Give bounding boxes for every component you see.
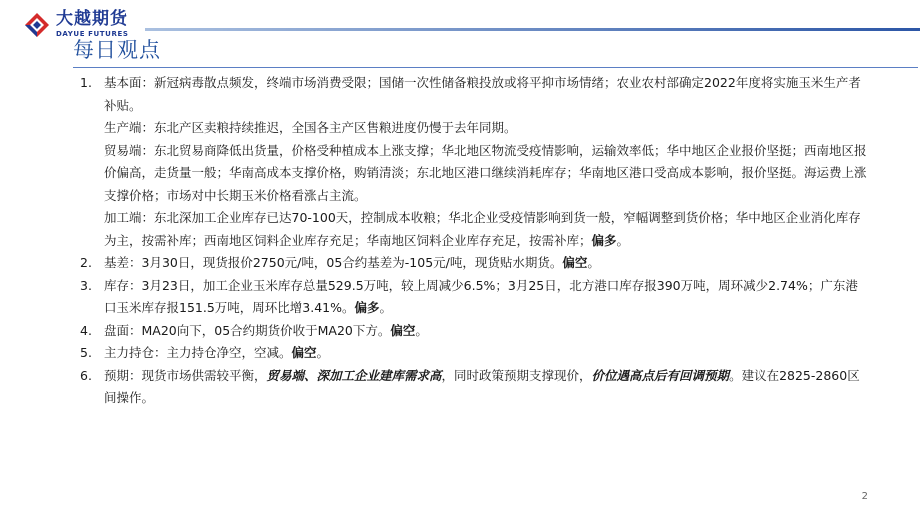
- basis-end: 。: [587, 255, 600, 270]
- outlook-emphasis-1: 贸易端、深加工企业建库需求高: [266, 367, 442, 383]
- item-number: 1.: [80, 75, 92, 90]
- content-body: [80, 72, 870, 410]
- list-item-basis: [80, 252, 870, 275]
- paragraph-trade: 贸易端：东北贸易商降低出货量，价格受种植成本上涨支撑；华北地区物流受疫情影响，运输效率低；华中地区企业报价坚挺；西南地区报价偏高，走货量一般；华南高成本支撑价格，购销清淡；东北地区港口继续消耗库存；华南地区港口受高成本影响，报价坚挺。海运费上涨支撑价格；市场对中长期玉米价格看涨占主流。: [104, 142, 867, 203]
- list-item-positions: [80, 342, 870, 365]
- basis-text: 基差：3月30日，现货报价2750元/吨，05合约基差为-105元/吨，现货贴水期货。: [104, 255, 563, 270]
- outlook-text-c: 。建议在2825-2860区间操作。: [104, 367, 860, 405]
- item-number: 6.: [80, 367, 92, 383]
- company-logo: [24, 11, 128, 38]
- paragraph-processing: [80, 207, 870, 252]
- item-number: 3.: [80, 277, 92, 293]
- title-underline: [73, 67, 918, 68]
- list-item-outlook: [80, 365, 870, 410]
- inventory-verdict: 偏多: [354, 300, 380, 315]
- item-text: 基本面：新冠病毒散点频发，终端市场消费受限；国储一次性储备粮投放或将平抑市场情绪；农业农村部确定2022年度将实施玉米生产者补贴。: [104, 75, 861, 113]
- market-text: 盘面：MA20向下，05合约期货价收于MA20下方。: [104, 322, 391, 338]
- processing-text: 加工端：东北深加工企业库存已达70-100天，控制成本收粮；华北企业受疫情影响到货一般，窄幅调整到货价格；华中地区企业消化库存为主，按需补库；西南地区饲料企业库存充足；华南地区饲料企业库存充足，按需补库；: [104, 210, 861, 248]
- item-number: 2.: [80, 255, 92, 270]
- diamond-logo-icon: [24, 12, 50, 38]
- list-item-inventory: [80, 275, 870, 320]
- header-divider: [145, 28, 920, 31]
- paragraph-production: 生产端：东北产区卖粮持续推迟，全国各主产区售粮进度仍慢于去年同期。: [104, 120, 517, 135]
- brand-name-en: DAYUE FUTURES: [56, 30, 129, 38]
- brand-name-cn: 大越期货: [56, 9, 128, 29]
- page-title: 每日观点: [73, 38, 161, 62]
- page-number: 2: [861, 491, 868, 502]
- inventory-text: 库存：3月23日，加工企业玉米库存总量529.5万吨，较上周减少6.5%；3月25日，北方港口库存报390万吨，周环减少2.74%；广东港口玉米库存报151.5万吨，周环比增3.41%。: [104, 277, 858, 315]
- outlook-text-b: ，同时政策预期支撑现价，: [441, 367, 592, 383]
- item-number: 5.: [80, 345, 92, 360]
- positions-end: 。: [316, 345, 330, 360]
- basis-verdict: 偏空: [562, 255, 588, 270]
- list-item-fundamentals: [80, 72, 870, 117]
- market-end: 。: [415, 322, 428, 338]
- positions-verdict: 偏空: [291, 345, 317, 360]
- item-number: 4.: [80, 322, 92, 338]
- market-verdict: 偏空: [390, 322, 416, 338]
- processing-end: 。: [616, 232, 630, 248]
- outlook-emphasis-2: 价位遇高点后有回调预期: [591, 367, 730, 383]
- inventory-end: 。: [379, 300, 393, 315]
- outlook-text-a: 预期：现货市场供需较平衡，: [104, 367, 267, 383]
- positions-text: 主力持仓：主力持仓净空，空减。: [104, 345, 292, 360]
- list-item-market: [80, 320, 870, 343]
- processing-verdict: 偏多: [591, 232, 617, 248]
